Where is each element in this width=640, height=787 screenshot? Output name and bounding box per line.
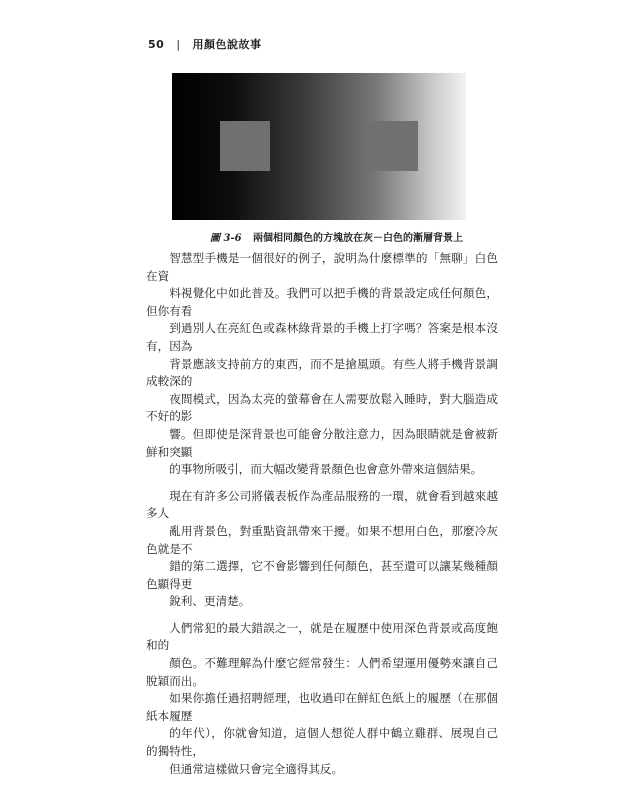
body-text [146,250,498,787]
paragraph [146,488,498,611]
paragraph-line: 人們常犯的最大錯誤之一，就是在履歷中使用深色背景或高度飽和的 [146,620,498,653]
paragraph-line: 響。但即使是深背景也可能會分散注意力，因為眼睛就是會被新鮮和突顯 [146,426,498,459]
header-divider: | [176,37,181,51]
book-title: 用顏色說故事 [192,38,262,51]
paragraph-line: 到過別人在亮紅色或森林綠背景的手機上打字嗎？答案是根本沒有，因為 [146,321,498,353]
paragraph-line: 的事物所吸引，而大幅改變背景顏色也會意外帶來這個結果。 [169,462,483,477]
right-gray-square [368,121,418,171]
page-number: 50 [148,37,165,51]
figure-number: 圖 3-6 [210,233,242,244]
paragraph-line: 錯的第二選擇，它不會影響到任何顏色，甚至還可以讓某幾種顏色顯得更 [146,559,498,591]
paragraph-line: 顏色。不難理解為什麼它經常發生：人們希望運用優勢來讓自己脫穎而出。 [146,656,498,688]
paragraph-line: 料視覺化中如此普及。我們可以把手機的背景設定成任何顏色，但你有看 [146,286,498,318]
paragraph [146,250,498,479]
left-gray-square [220,121,270,171]
running-header [148,36,262,52]
paragraph-line: 如果你擔任過招聘經理，也收過印在鮮紅色紙上的履歷（在那個紙本履歷 [146,691,498,723]
gradient-figure [172,73,466,220]
figure-caption-text: 兩個相同顏色的方塊放在灰－白色的漸層背景上 [253,233,464,244]
paragraph-line: 背景應該支持前方的東西，而不是搶風頭。有些人將手機背景調成較深的 [146,356,498,389]
paragraph-line: 智慧型手機是一個很好的例子，說明為什麼標準的「無聊」白色在資 [146,251,498,283]
paragraph-line: 亂用背景色，對重點資訊帶來干擾。如果不想用白色，那麼冷灰色就是不 [146,523,498,556]
figure-caption [210,229,463,244]
paragraph [146,620,498,778]
paragraph-line: 現在有許多公司將儀表板作為產品服務的一環，就會看到越來越多人 [146,488,498,521]
paragraph-line: 但通常這樣做只會完全適得其反。 [169,761,344,776]
paragraph-line: 銳利、更清楚。 [169,594,251,609]
paragraph-line: 的年代），你就會知道，這個人想從人群中鶴立雞群、展現自己的獨特性， [146,726,498,759]
paragraph-line: 夜間模式，因為太亮的螢幕會在人需要放鬆入睡時，對大腦造成不好的影 [146,391,498,424]
